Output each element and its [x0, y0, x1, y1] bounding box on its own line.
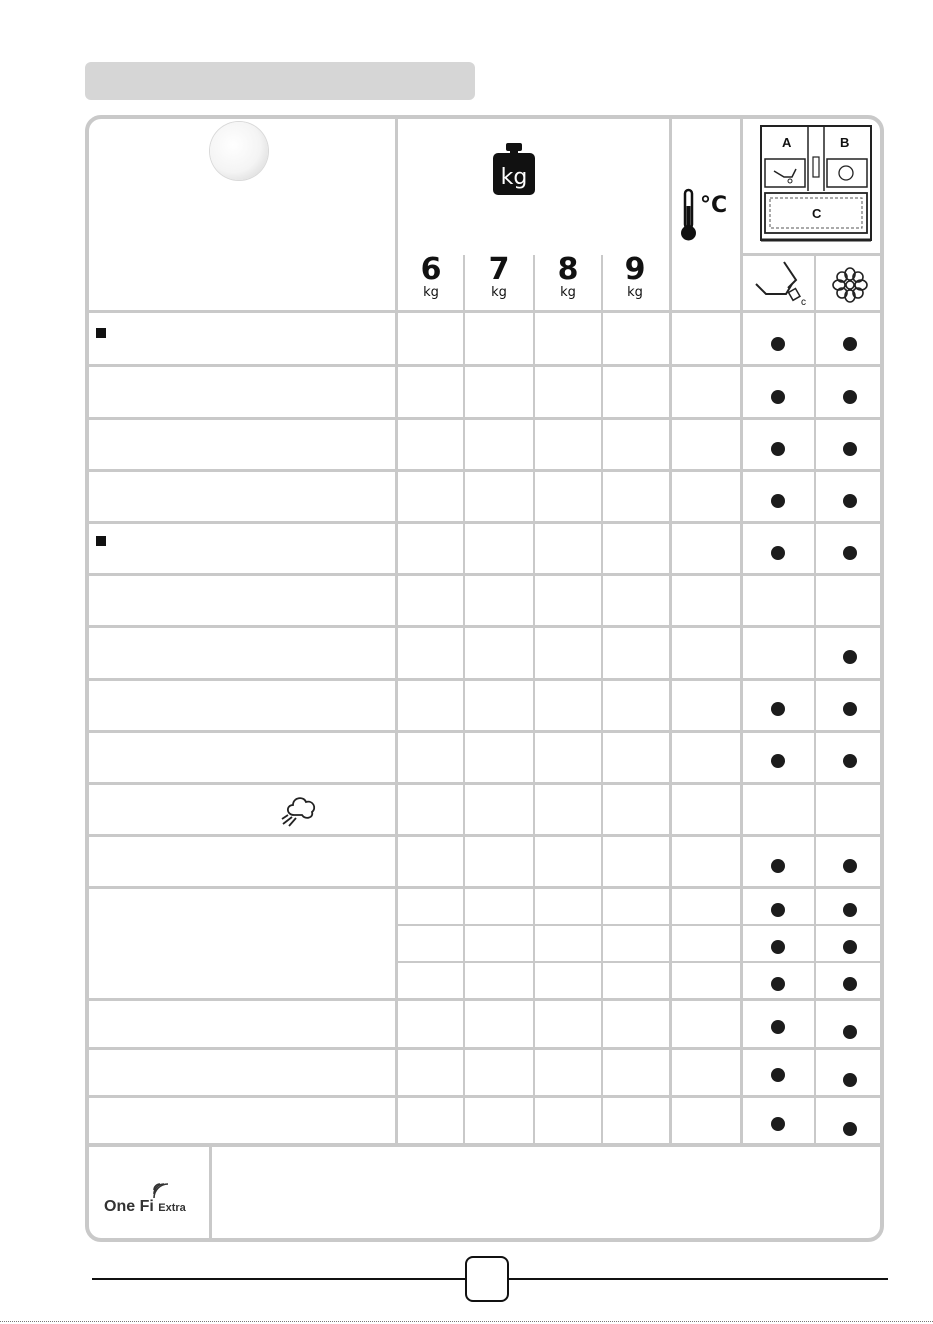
prewash-compartment-letter: c	[801, 297, 806, 306]
weight-kg-icon	[493, 143, 535, 195]
row-15-softener-dot	[843, 1122, 857, 1136]
row-3-softener-dot	[843, 442, 857, 456]
row-2-softener-dot	[843, 390, 857, 404]
softener-flower-icon	[831, 266, 869, 304]
row-3-prewash-dot	[771, 442, 785, 456]
column-divider	[533, 255, 535, 1144]
row-1-softener-dot	[843, 337, 857, 351]
row-5-prewash-dot	[771, 546, 785, 560]
capacity-6-value: 6	[420, 252, 442, 287]
section-title-bar	[85, 62, 475, 100]
page-number-box	[465, 1256, 509, 1302]
row-9-prewash-dot	[771, 754, 785, 768]
thermometer-icon	[680, 188, 735, 242]
row-divider	[89, 834, 884, 837]
column-divider	[814, 255, 816, 1144]
row-14-softener-dot	[843, 1073, 857, 1087]
column-divider	[209, 1146, 212, 1238]
row-12c-softener-dot	[843, 977, 857, 991]
column-divider	[669, 119, 672, 1144]
capacity-9-unit: kg	[627, 285, 643, 300]
row-divider	[89, 886, 884, 889]
row-divider	[743, 253, 884, 256]
capacity-8-unit: kg	[560, 285, 576, 300]
row-divider	[89, 730, 884, 733]
row-1-square-marker	[96, 328, 106, 338]
row-divider	[89, 573, 884, 576]
row-14-prewash-dot	[771, 1068, 785, 1082]
column-divider	[463, 255, 465, 1144]
row-5-square-marker	[96, 536, 106, 546]
drawer-label-b: B	[840, 135, 850, 150]
bottom-cut-line	[0, 1321, 933, 1322]
row-divider	[89, 364, 884, 367]
programme-selector-knob-icon	[210, 122, 268, 180]
column-divider	[395, 119, 398, 1144]
row-divider	[89, 1047, 884, 1050]
row-5-softener-dot	[843, 546, 857, 560]
steam-icon	[280, 793, 320, 827]
capacity-6-unit: kg	[423, 285, 439, 300]
temperature-unit: °C	[700, 193, 728, 218]
kg-badge-text: kg	[500, 165, 528, 190]
row-11-softener-dot	[843, 859, 857, 873]
row-15-prewash-dot	[771, 1117, 785, 1131]
capacity-7-value: 7	[488, 252, 510, 287]
row-divider	[89, 521, 884, 524]
one-fi-brand-extra: Extra	[158, 1202, 186, 1214]
row-1-prewash-dot	[771, 337, 785, 351]
row-12b-prewash-dot	[771, 940, 785, 954]
row-13-softener-dot	[843, 1025, 857, 1039]
subrow-divider	[398, 924, 884, 926]
row-9-softener-dot	[843, 754, 857, 768]
row-divider	[89, 1095, 884, 1098]
row-divider	[89, 417, 884, 420]
drawer-label-a: A	[782, 135, 792, 150]
row-8-softener-dot	[843, 702, 857, 716]
row-12a-prewash-dot	[771, 903, 785, 917]
row-divider	[89, 998, 884, 1001]
capacity-8-value: 8	[557, 252, 579, 287]
footer-rule-right	[509, 1278, 888, 1280]
capacity-9-value: 9	[624, 252, 646, 287]
row-8-prewash-dot	[771, 702, 785, 716]
detergent-drawer-diagram	[758, 123, 874, 245]
row-12c-prewash-dot	[771, 977, 785, 991]
row-divider	[89, 678, 884, 681]
subrow-divider	[398, 961, 884, 963]
row-12a-softener-dot	[843, 903, 857, 917]
row-divider	[89, 469, 884, 472]
row-13-prewash-dot	[771, 1020, 785, 1034]
capacity-7-unit: kg	[491, 285, 507, 300]
one-fi-brand-main: One Fi	[104, 1198, 154, 1215]
footer-rule-left	[92, 1278, 465, 1280]
row-7-softener-dot	[843, 650, 857, 664]
one-fi-extra-logo	[104, 1198, 186, 1216]
row-2-prewash-dot	[771, 390, 785, 404]
row-divider	[89, 310, 884, 313]
row-11-prewash-dot	[771, 859, 785, 873]
column-divider	[601, 255, 603, 1144]
row-divider	[89, 625, 884, 628]
row-4-prewash-dot	[771, 494, 785, 508]
row-4-softener-dot	[843, 494, 857, 508]
column-divider	[740, 119, 743, 1144]
row-divider	[89, 1143, 884, 1147]
row-12b-softener-dot	[843, 940, 857, 954]
prewash-compartment-icon	[752, 260, 810, 306]
drawer-label-c: C	[812, 206, 822, 221]
row-divider	[89, 782, 884, 785]
